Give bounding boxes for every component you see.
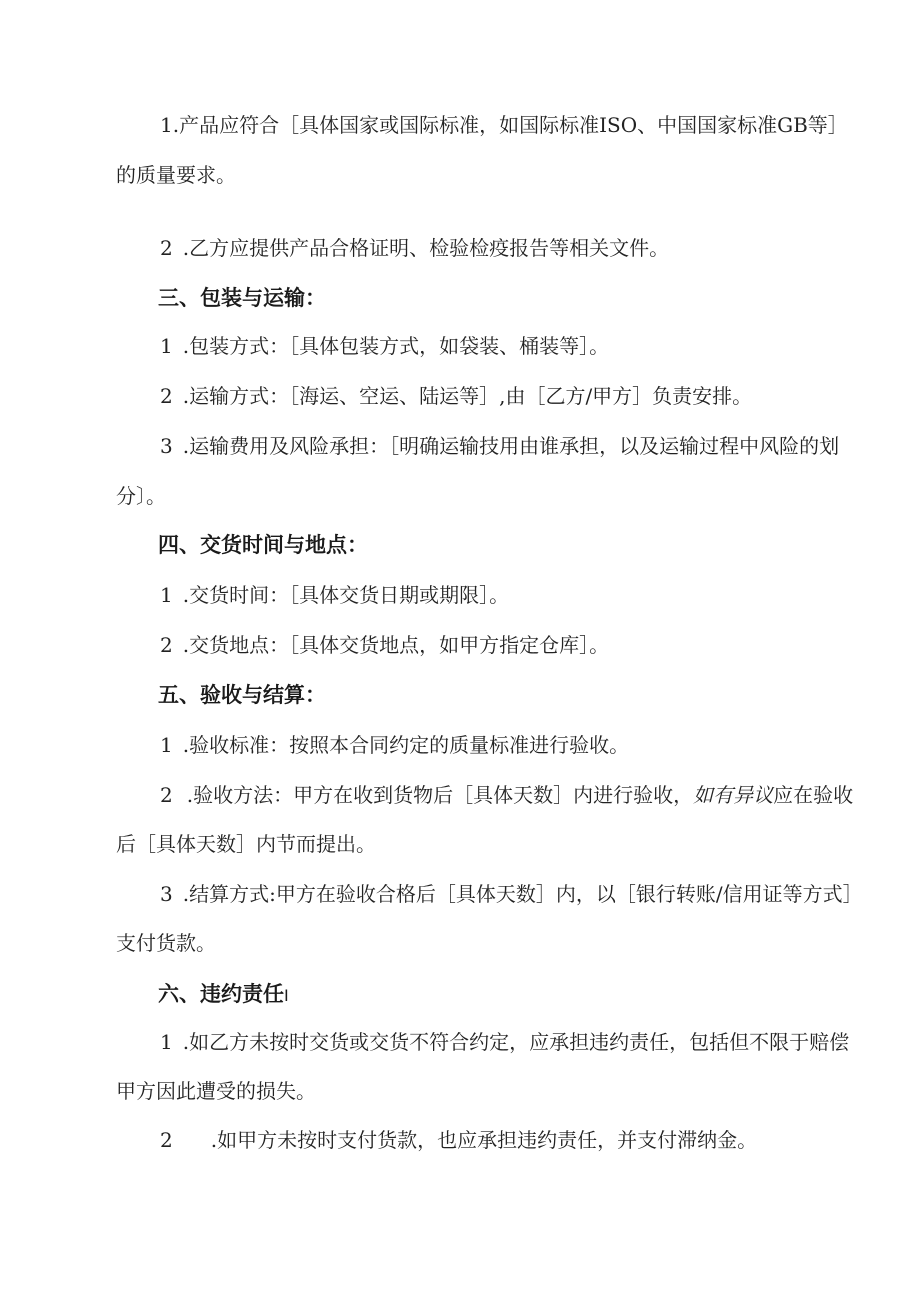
s3-item2 <box>160 384 752 408</box>
s4-item2 <box>160 633 609 657</box>
s6-item2-number: 2 <box>160 1128 173 1152</box>
s5-item2-line2: 后［具体天数］内节而提出。 <box>116 832 376 856</box>
s5-item1-number: 1 <box>160 733 173 757</box>
s5-item2-text-a: .验收方法：甲方在收到货物后［具体天数］内进行验收， <box>186 783 694 807</box>
s2-item1-text: .产品应符合［具体国家或国际标准，如国际标准ISO、中国国家标准GB等］ <box>172 113 848 137</box>
s5-item1 <box>160 733 629 757</box>
s2-item2 <box>160 236 669 260</box>
s3-item1-text: .包装方式：［具体包装方式，如袋装、桶装等］。 <box>182 334 610 358</box>
s2-item1-line2: 的质量要求。 <box>116 163 236 187</box>
s3-item3-text: .运输费用及风险承担：［明确运输技用由谁承担，以及运输过程中风险的划 <box>182 434 840 458</box>
section3-heading: 三、包装与运输： <box>158 286 326 310</box>
s4-item2-text: .交货地点：［具体交货地点，如甲方指定仓库］。 <box>182 633 610 657</box>
s2-item1-line1 <box>160 113 848 137</box>
s6-item1-number: 1 <box>160 1030 173 1054</box>
s2-item2-number: 2 <box>160 236 173 260</box>
s6-item1-line1 <box>160 1030 849 1054</box>
s4-item2-number: 2 <box>160 633 173 657</box>
s4-item1-text: .交货时间：［具体交货日期或期限］。 <box>182 583 510 607</box>
s6-item2 <box>160 1128 757 1152</box>
s5-item3-text: .结算方式:甲方在验收合格后［具体天数］内，以［银行转账/信用证等方式］ <box>182 882 863 906</box>
s5-item1-text: .验收标准：按照本合同约定的质量标准进行验收。 <box>182 733 630 757</box>
s5-item2-text-b: 应在验收 <box>773 783 854 807</box>
section6-heading <box>158 981 289 1009</box>
s3-item2-text: .运输方式：［海运、空运、陆运等］,由［乙方/甲方］负责安排。 <box>182 384 753 408</box>
s3-item3-line1 <box>160 434 839 458</box>
s5-item3-number: 3 <box>160 882 173 906</box>
s5-item3-line1 <box>160 882 863 906</box>
s5-item2-text-emphasis: 如有异议 <box>693 783 774 807</box>
s5-item2-number: 2 <box>160 783 173 807</box>
s6-item1-text: .如乙方未按时交货或交货不符合约定，应承担违约责任，包括但不限于赔偿 <box>182 1030 850 1054</box>
s2-item1-number: 1 <box>160 113 173 137</box>
s6-item1-line2: 甲方因此遭受的损失。 <box>116 1079 316 1103</box>
section4-heading: 四、交货时间与地点： <box>158 533 368 557</box>
s3-item2-number: 2 <box>160 384 173 408</box>
s3-item3-line2: 分〕。 <box>116 484 166 508</box>
s4-item1 <box>160 583 509 607</box>
s6-item2-text: .如甲方未按时支付货款，也应承担违约责任，并支付滞纳金。 <box>210 1128 758 1152</box>
s4-item1-number: 1 <box>160 583 173 607</box>
section6-heading-text: 六、违约责任 <box>158 982 284 1006</box>
s2-item2-text: .乙方应提供产品合格证明、检验检疫报告等相关文件。 <box>182 236 670 260</box>
s5-item2-line1 <box>160 783 853 807</box>
section5-heading: 五、验收与结算： <box>158 683 326 707</box>
s3-item1-number: 1 <box>160 334 173 358</box>
section6-heading-mark: I <box>284 986 289 1005</box>
s5-item3-line2: 支付货款。 <box>116 931 216 955</box>
s3-item3-number: 3 <box>160 434 173 458</box>
s3-item1 <box>160 334 609 358</box>
